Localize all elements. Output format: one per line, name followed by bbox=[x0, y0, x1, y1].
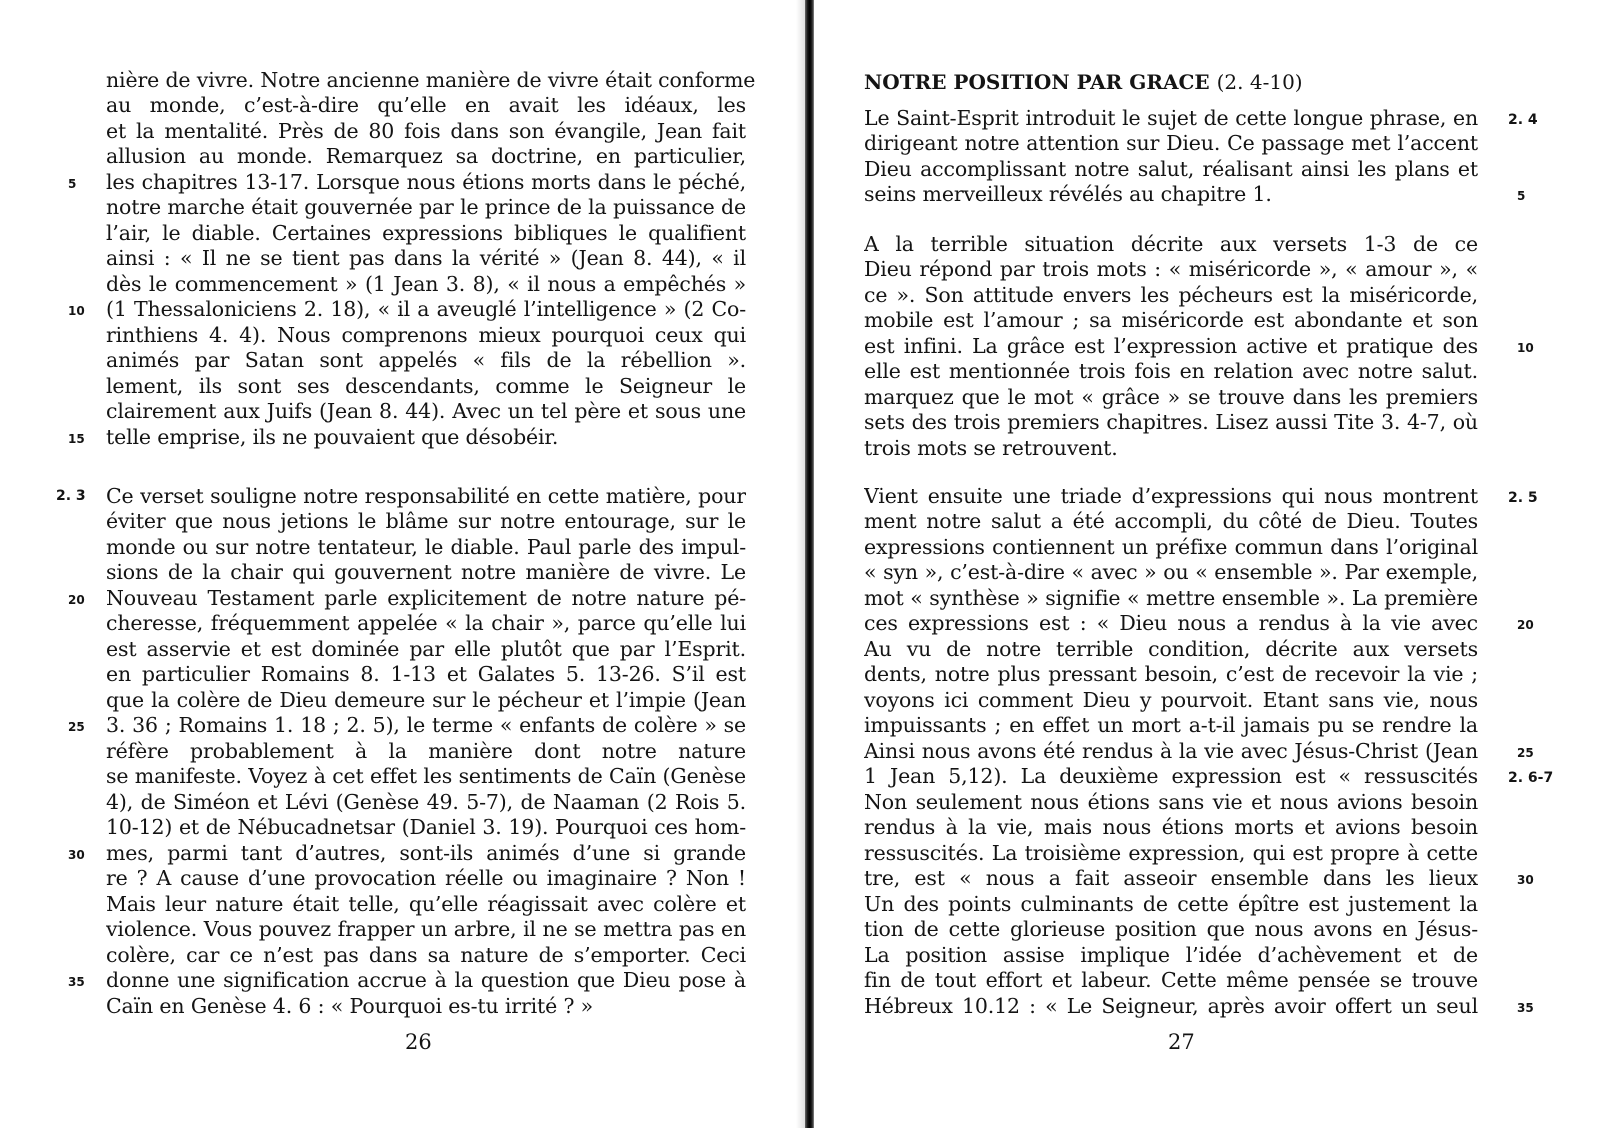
text-line: notre marche était gouvernée par le prince de la puissance de bbox=[106, 195, 746, 219]
text-line: Nouveau Testament parle explicitement de notre nature pé- bbox=[106, 586, 746, 610]
text-line: ressuscités. La troisième expression, qui est propre à cette bbox=[864, 841, 1478, 865]
text-line: Dieu accomplissant notre salut, réalisant ainsi les plans et bbox=[864, 157, 1478, 181]
text-line: clairement aux Juifs (Jean 8. 44). Avec un tel père et sous une bbox=[106, 399, 746, 423]
text-line: fin de tout effort et labeur. Cette même pensée se trouve bbox=[864, 968, 1478, 992]
heading-title: NOTRE POSITION PAR GRACE bbox=[864, 70, 1210, 94]
text-line: rinthiens 4. 4). Nous comprenons mieux pourquoi ceux qui bbox=[106, 323, 746, 347]
text-line: Un des points culminants de cette épître est justement la bbox=[864, 892, 1478, 916]
page-number: 26 bbox=[405, 1030, 432, 1054]
line-number: 5 bbox=[1517, 189, 1526, 203]
line-number: 10 bbox=[68, 304, 85, 318]
text-line: ment notre salut a été accompli, du côté de Dieu. Toutes bbox=[864, 509, 1478, 533]
text-line: re ? A cause d’une provocation réelle ou imaginaire ? Non ! bbox=[106, 866, 746, 890]
text-line: La position assise implique l’idée d’achèvement et de bbox=[864, 943, 1478, 967]
text-line: ainsi : « Il ne se tient pas dans la vérité » (Jean 8. 44), « il bbox=[106, 246, 746, 270]
text-line: tion de cette glorieuse position que nous avons en Jésus- bbox=[864, 917, 1478, 941]
line-number: 25 bbox=[68, 720, 85, 734]
line-number: 20 bbox=[1517, 618, 1534, 632]
text-line: 3. 36 ; Romains 1. 18 ; 2. 5), le terme « enfants de colère » se bbox=[106, 713, 746, 737]
text-line: Ainsi nous avons été rendus à la vie avec Jésus-Christ (Jean bbox=[864, 739, 1478, 763]
text-line: mobile est l’amour ; sa miséricorde est abondante et son bbox=[864, 308, 1478, 332]
text-line: Le Saint-Esprit introduit le sujet de cette longue phrase, en bbox=[864, 106, 1478, 130]
text-line: telle emprise, ils ne pouvaient que désobéir. bbox=[106, 425, 559, 449]
text-line: trois mots se retrouvent. bbox=[864, 436, 1118, 460]
text-line: animés par Satan sont appelés « fils de la rébellion ». bbox=[106, 348, 746, 372]
text-line: mot « synthèse » signifie « mettre ensemble ». La première bbox=[864, 586, 1478, 610]
text-line: monde ou sur notre tentateur, le diable. Paul parle des impul- bbox=[106, 535, 746, 559]
text-line: colère, car ce n’est pas dans sa nature de s’emporter. Ceci bbox=[106, 943, 746, 967]
text-line: Dieu répond par trois mots : « miséricorde », « amour », « bbox=[864, 257, 1478, 281]
text-line: dirigeant notre attention sur Dieu. Ce passage met l’accent bbox=[864, 131, 1478, 155]
text-line: rendus à la vie, mais nous étions morts et avions besoin bbox=[864, 815, 1478, 839]
text-line: en particulier Romains 8. 1-13 et Galates 5. 13-26. S’il est bbox=[106, 662, 746, 686]
text-line: nière de vivre. Notre ancienne manière de vivre était conforme bbox=[106, 68, 756, 92]
verse-reference: 2. 6-7 bbox=[1508, 770, 1554, 786]
text-line: Vient ensuite une triade d’expressions qui nous montrent bbox=[864, 484, 1478, 508]
text-line: seins merveilleux révélés au chapitre 1. bbox=[864, 182, 1272, 206]
text-line: A la terrible situation décrite aux versets 1-3 de ce bbox=[864, 232, 1478, 256]
text-line: au monde, c’est-à-dire qu’elle en avait les idéaux, les bbox=[106, 93, 746, 117]
text-line: l’air, le diable. Certaines expressions bibliques le qualifient bbox=[106, 221, 746, 245]
text-line: impuissants ; en effet un mort a-t-il jamais pu se rendre la bbox=[864, 713, 1478, 737]
text-line: expressions contiennent un préfixe commun dans l’original bbox=[864, 535, 1478, 559]
text-line: éviter que nous jetions le blâme sur notre entourage, sur le bbox=[106, 509, 746, 533]
text-line: Au vu de notre terrible condition, décrite aux versets bbox=[864, 637, 1478, 661]
text-line: Non seulement nous étions sans vie et nous avions besoin bbox=[864, 790, 1478, 814]
text-line: 10-12) et de Nébucadnetsar (Daniel 3. 19). Pourquoi ces hom- bbox=[106, 815, 746, 839]
text-line: violence. Vous pouvez frapper un arbre, il ne se mettra pas en bbox=[106, 917, 746, 941]
text-line: Hébreux 10.12 : « Le Seigneur, après avoir offert un seul bbox=[864, 994, 1478, 1018]
text-line: ces expressions est : « Dieu nous a rendus à la vie avec bbox=[864, 611, 1478, 635]
text-line: sets des trois premiers chapitres. Lisez aussi Tite 3. 4-7, où bbox=[864, 410, 1478, 434]
text-line: « syn », c’est-à-dire « avec » ou « ensemble ». Par exemple, bbox=[864, 560, 1478, 584]
page-number: 27 bbox=[1168, 1030, 1195, 1054]
book-gutter bbox=[805, 0, 814, 1128]
line-number: 30 bbox=[68, 848, 85, 862]
text-line: mes, parmi tant d’autres, sont-ils animés d’une si grande bbox=[106, 841, 746, 865]
text-line: 1 Jean 5,12). La deuxième expression est « ressuscités bbox=[864, 764, 1478, 788]
text-line: Caïn en Genèse 4. 6 : « Pourquoi es-tu irrité ? » bbox=[106, 994, 594, 1018]
line-number: 35 bbox=[68, 975, 85, 989]
text-line: et la mentalité. Près de 80 fois dans son évangile, Jean fait bbox=[106, 119, 746, 143]
line-number: 10 bbox=[1517, 341, 1534, 355]
text-line: ce ». Son attitude envers les pécheurs est la miséricorde, bbox=[864, 283, 1478, 307]
line-number: 15 bbox=[68, 432, 85, 446]
verse-reference: 2. 4 bbox=[1508, 112, 1538, 128]
right-page bbox=[820, 0, 1600, 1128]
heading-reference: (2. 4-10) bbox=[1216, 70, 1303, 94]
text-line: allusion au monde. Remarquez sa doctrine, en particulier, bbox=[106, 144, 746, 168]
text-line: réfère probablement à la manière dont notre nature bbox=[106, 739, 746, 763]
text-line: tre, est « nous a fait asseoir ensemble dans les lieux bbox=[864, 866, 1478, 890]
text-line: est infini. La grâce est l’expression active et pratique des bbox=[864, 334, 1478, 358]
text-line: est asservie et est dominée par elle plutôt que par l’Esprit. bbox=[106, 637, 746, 661]
text-line: 4), de Siméon et Lévi (Genèse 49. 5-7), de Naaman (2 Rois 5. bbox=[106, 790, 746, 814]
line-number: 35 bbox=[1517, 1001, 1534, 1015]
line-number: 20 bbox=[68, 593, 85, 607]
text-line: marquez que le mot « grâce » se trouve dans les premiers bbox=[864, 385, 1478, 409]
text-line: elle est mentionnée trois fois en relation avec notre salut. bbox=[864, 359, 1478, 383]
text-line: Mais leur nature était telle, qu’elle réagissait avec colère et bbox=[106, 892, 746, 916]
line-number: 5 bbox=[68, 177, 77, 191]
verse-reference: 2. 5 bbox=[1508, 490, 1538, 506]
line-number: 30 bbox=[1517, 873, 1534, 887]
text-line: sions de la chair qui gouvernent notre manière de vivre. Le bbox=[106, 560, 746, 584]
section-heading bbox=[864, 68, 1303, 96]
text-line: (1 Thessaloniciens 2. 18), « il a aveuglé l’intelligence » (2 Co- bbox=[106, 297, 746, 321]
line-number: 25 bbox=[1517, 746, 1534, 760]
text-line: Ce verset souligne notre responsabilité en cette matière, pour bbox=[106, 484, 746, 508]
text-line: lement, ils sont ses descendants, comme le Seigneur le bbox=[106, 374, 746, 398]
text-line: se manifeste. Voyez à cet effet les sentiments de Caïn (Genèse bbox=[106, 764, 746, 788]
text-line: donne une signification accrue à la question que Dieu pose à bbox=[106, 968, 746, 992]
text-line: les chapitres 13-17. Lorsque nous étions morts dans le péché, bbox=[106, 170, 746, 194]
text-line: dents, notre plus pressant besoin, c’est de recevoir la vie ; bbox=[864, 662, 1478, 686]
text-line: voyons ici comment Dieu y pourvoit. Etant sans vie, nous bbox=[864, 688, 1478, 712]
text-line: que la colère de Dieu demeure sur le pécheur et l’impie (Jean bbox=[106, 688, 746, 712]
verse-reference: 2. 3 bbox=[56, 488, 86, 504]
text-line: cheresse, fréquemment appelée « la chair », parce qu’elle lui bbox=[106, 611, 746, 635]
text-line: dès le commencement » (1 Jean 3. 8), « il nous a empêchés » bbox=[106, 272, 746, 296]
